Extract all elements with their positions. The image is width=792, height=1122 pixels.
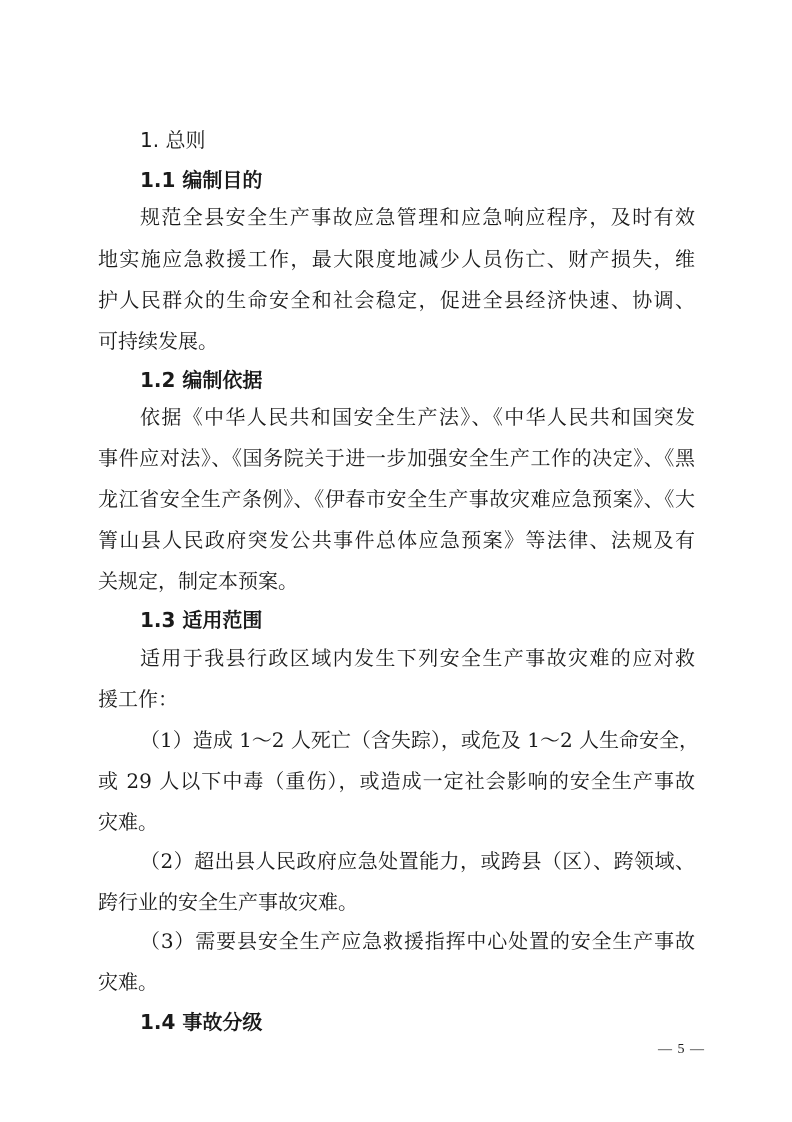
purpose-line: 护人民群众的生命安全和社会稳定，促进全县经济快速、协调、: [98, 288, 695, 312]
basis-line: 依据《中华人民共和国安全生产法》、《中华人民共和国突发: [140, 405, 695, 429]
heading-basis: 1.2 编制依据: [140, 368, 263, 392]
heading-general-provisions: 1. 总则: [140, 128, 206, 152]
purpose-line: 可持续发展。: [98, 329, 218, 353]
page-number: — 5 —: [658, 1042, 705, 1057]
basis-line: 龙江省安全生产条例》、《伊春市安全生产事故灾难应急预案》、《大: [98, 487, 695, 511]
scope-item-1-line: 或 29 人以下中毒（重伤），或造成一定社会影响的安全生产事故: [98, 769, 695, 793]
purpose-line: 地实施应急救援工作，最大限度地减少人员伤亡、财产损失，维: [98, 247, 695, 271]
scope-item-1-line: 灾难。: [98, 810, 158, 834]
scope-item-2-line: 跨行业的安全生产事故灾难。: [98, 890, 358, 914]
scope-item-3-line: 灾难。: [98, 970, 158, 994]
scope-item-1-line: （1）造成 1～2 人死亡（含失踪），或危及 1～2 人生命安全，: [140, 728, 700, 752]
purpose-line: 规范全县安全生产事故应急管理和应急响应程序，及时有效: [140, 205, 695, 229]
scope-item-2-line: （2）超出县人民政府应急处置能力，或跨县（区）、跨领域、: [140, 849, 695, 873]
heading-accident-classification: 1.4 事故分级: [140, 1010, 263, 1034]
basis-line: 关规定，制定本预案。: [98, 569, 298, 593]
basis-line: 箐山县人民政府突发公共事件总体应急预案》等法律、法规及有: [98, 528, 695, 552]
heading-purpose: 1.1 编制目的: [140, 168, 263, 192]
heading-scope: 1.3 适用范围: [140, 608, 263, 632]
scope-intro-line: 适用于我县行政区域内发生下列安全生产事故灾难的应对救: [140, 646, 695, 670]
scope-item-3-line: （3）需要县安全生产应急救援指挥中心处置的安全生产事故: [140, 929, 695, 953]
basis-line: 事件应对法》、《国务院关于进一步加强安全生产工作的决定》、《黑: [98, 446, 695, 470]
scope-intro-line: 援工作：: [98, 687, 178, 711]
